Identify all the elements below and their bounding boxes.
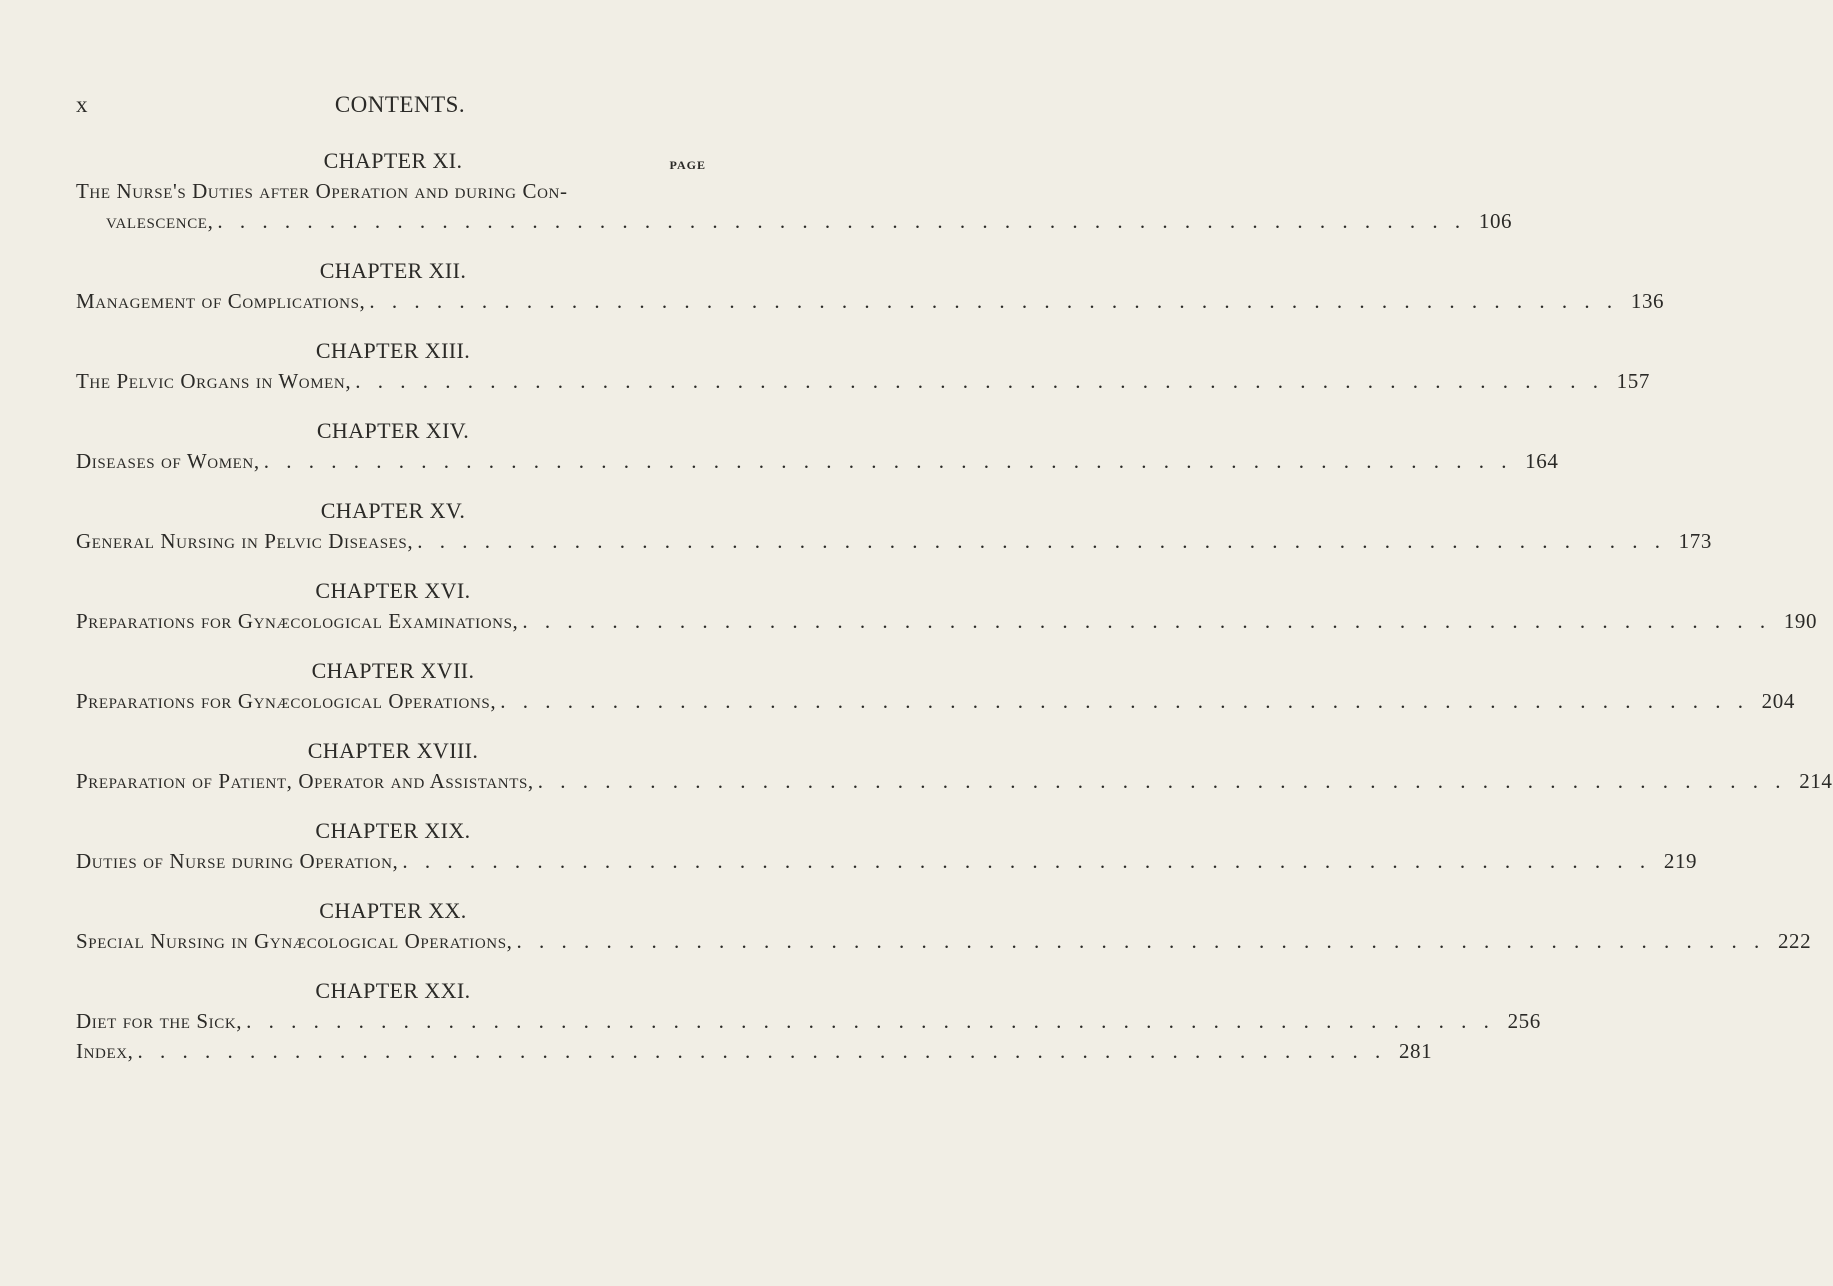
page-numeral: x bbox=[76, 92, 88, 117]
toc-title: Duties of Nurse during Operation, bbox=[76, 849, 399, 873]
page-column-label: PAGE bbox=[669, 158, 706, 172]
toc-page-number: 136 bbox=[1630, 289, 1665, 313]
toc-chapter-18 bbox=[76, 736, 1833, 796]
toc-chapter-20 bbox=[76, 896, 1812, 956]
chapter-heading: CHAPTER XII. bbox=[319, 258, 467, 283]
toc-chapter-14 bbox=[76, 416, 1559, 476]
dot-leader: . . . . . . . . . . . . . . . . . . . . . . . . . . . . . . . . . . . . . . . . . . . . . . . . . . . . . . . . bbox=[516, 929, 1766, 953]
dot-leader: . . . . . . . . . . . . . . . . . . . . . . . . . . . . . . . . . . . . . . . . . . . . . . . . . . . . . . . . bbox=[402, 849, 1652, 873]
toc-page-number: 204 bbox=[1761, 689, 1795, 713]
dot-leader: . . . . . . . . . . . . . . . . . . . . . . . . . . . . . . . . . . . . . . . . . . . . . . . . . . . . . . . . bbox=[217, 209, 1467, 233]
toc-page-number: 256 bbox=[1507, 1009, 1541, 1033]
toc-title: Special Nursing in Gynæcological Operations, bbox=[76, 929, 513, 953]
dot-leader: . . . . . . . . . . . . . . . . . . . . . . . . . . . . . . . . . . . . . . . . . . . . . . . . . . . . . . . . bbox=[537, 769, 1787, 793]
toc-entry-line bbox=[76, 286, 1665, 316]
toc-chapter-11 bbox=[76, 146, 1513, 236]
toc-index-entry bbox=[76, 1036, 1433, 1066]
toc-entry-line bbox=[76, 926, 1812, 956]
toc-chapter-12 bbox=[76, 256, 1665, 316]
toc-page-number: 190 bbox=[1783, 609, 1818, 633]
toc-chapter-17 bbox=[76, 656, 1795, 716]
dot-leader: . . . . . . . . . . . . . . . . . . . . . . . . . . . . . . . . . . . . . . . . . . . . . . . . . . . . . . . . bbox=[417, 529, 1666, 553]
toc-title-line-1: The Nurse's Duties after Operation and during Con- bbox=[76, 179, 568, 203]
toc-page-number: 281 bbox=[1398, 1039, 1433, 1063]
toc-entry-line bbox=[76, 846, 1698, 876]
toc-entry-line bbox=[76, 686, 1795, 716]
dot-leader: . . . . . . . . . . . . . . . . . . . . . . . . . . . . . . . . . . . . . . . . . . . . . . . . . . . . . . . . bbox=[500, 689, 1749, 713]
table-of-contents bbox=[76, 146, 1833, 1066]
toc-title-line-2: valescence, bbox=[106, 209, 214, 233]
toc-chapter-19 bbox=[76, 816, 1698, 876]
toc-title: Preparation of Patient, Operator and Assistants, bbox=[76, 769, 534, 793]
toc-entry-line bbox=[76, 526, 1712, 556]
dot-leader: . . . . . . . . . . . . . . . . . . . . . . . . . . . . . . . . . . . . . . . . . . . . . . . . . . . . . . . . bbox=[522, 609, 1772, 633]
toc-title: Management of Complications, bbox=[76, 289, 366, 313]
dot-leader: . . . . . . . . . . . . . . . . . . . . . . . . . . . . . . . . . . . . . . . . . . . . . . . . . . . . . . . . bbox=[369, 289, 1619, 313]
dot-leader: . . . . . . . . . . . . . . . . . . . . . . . . . . . . . . . . . . . . . . . . . . . . . . . . . . . . . . . . bbox=[137, 1039, 1387, 1063]
toc-entry-line bbox=[76, 206, 1513, 236]
toc-title: Diet for the Sick, bbox=[76, 1009, 243, 1033]
toc-entry-line bbox=[76, 606, 1818, 636]
toc-title: Preparations for Gynæcological Examinations, bbox=[76, 609, 519, 633]
toc-page-number: 157 bbox=[1616, 369, 1650, 393]
toc-entry-line bbox=[76, 446, 1559, 476]
chapter-heading: CHAPTER XIX. bbox=[315, 818, 471, 843]
toc-entry-line bbox=[76, 1006, 1541, 1036]
toc-chapter-16 bbox=[76, 576, 1818, 636]
chapter-heading: CHAPTER XIV. bbox=[316, 418, 470, 443]
dot-leader: . . . . . . . . . . . . . . . . . . . . . . . . . . . . . . . . . . . . . . . . . . . . . . . . . . . . . . . . bbox=[355, 369, 1604, 393]
chapter-heading: CHAPTER XV. bbox=[320, 498, 466, 523]
chapter-heading-text: CHAPTER XI. bbox=[323, 148, 463, 173]
chapter-heading bbox=[76, 146, 710, 176]
chapter-heading: CHAPTER XVII. bbox=[311, 658, 475, 683]
chapter-heading: CHAPTER XIII. bbox=[315, 338, 471, 363]
dot-leader: . . . . . . . . . . . . . . . . . . . . . . . . . . . . . . . . . . . . . . . . . . . . . . . . . . . . . . . . bbox=[246, 1009, 1495, 1033]
toc-page-number: 173 bbox=[1678, 529, 1712, 553]
toc-page-number: 214 bbox=[1799, 769, 1833, 793]
toc-chapter-13 bbox=[76, 336, 1650, 396]
toc-page-number: 222 bbox=[1777, 929, 1812, 953]
chapter-heading: CHAPTER XX. bbox=[319, 898, 467, 923]
chapter-heading: CHAPTER XVIII. bbox=[307, 738, 479, 763]
toc-page-number: 164 bbox=[1525, 449, 1559, 473]
toc-title: General Nursing in Pelvic Diseases, bbox=[76, 529, 414, 553]
toc-page-number: 106 bbox=[1478, 209, 1513, 233]
running-head bbox=[0, 92, 800, 122]
page-title: CONTENTS. bbox=[334, 92, 466, 117]
dot-leader: . . . . . . . . . . . . . . . . . . . . . . . . . . . . . . . . . . . . . . . . . . . . . . . . . . . . . . . . bbox=[263, 449, 1513, 473]
chapter-heading: CHAPTER XXI. bbox=[315, 978, 471, 1003]
toc-chapter-15 bbox=[76, 496, 1712, 556]
toc-title: Diseases of Women, bbox=[76, 449, 260, 473]
toc-title: The Pelvic Organs in Women, bbox=[76, 369, 352, 393]
toc-chapter-21 bbox=[76, 976, 1541, 1036]
toc-title: Preparations for Gynæcological Operations, bbox=[76, 689, 497, 713]
chapter-heading: CHAPTER XVI. bbox=[315, 578, 471, 603]
toc-title: Index, bbox=[76, 1039, 134, 1063]
toc-entry-line bbox=[76, 766, 1833, 796]
toc-entry-line bbox=[76, 366, 1650, 396]
toc-page-number: 219 bbox=[1663, 849, 1698, 873]
